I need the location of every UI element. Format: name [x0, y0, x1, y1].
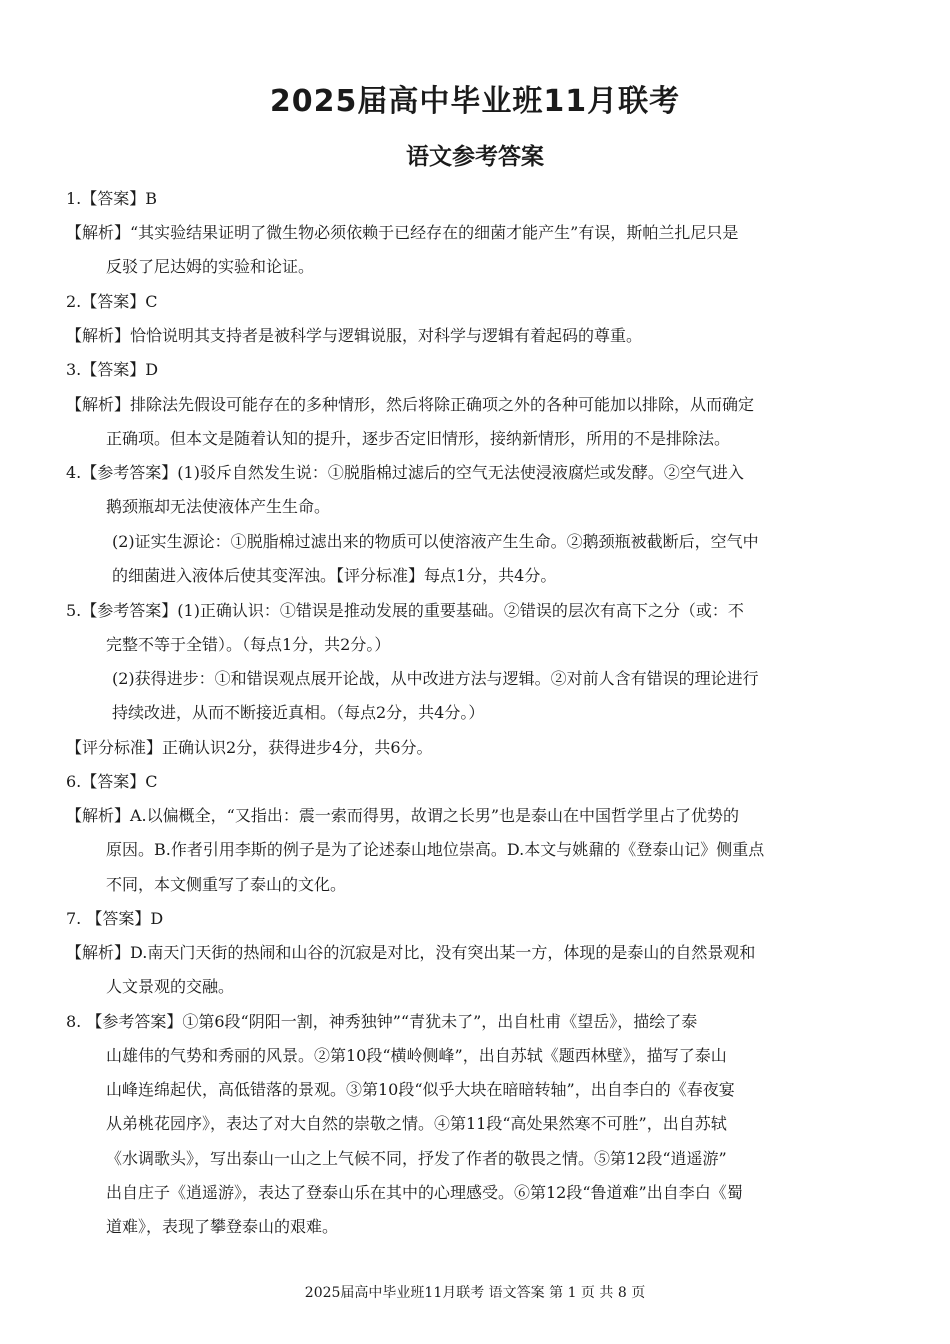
q5-reference-answer-cont: 完整不等于全错）。（每点1分，共2分。）	[106, 635, 391, 654]
q5-reference-answer: 5.【参考答案】(1)正确认识：①错误是推动发展的重要基础。②错误的层次有高下之分（或：不	[66, 601, 744, 620]
q8-reference-answer-cont-3: 从弟桃花园序》，表达了对大自然的崇敬之情。④第11段“高处果然寒不可胜”，出自苏轼	[106, 1114, 727, 1133]
q3-answer: 3.【答案】D	[66, 360, 159, 379]
q8-reference-answer-cont: 山雄伟的气势和秀丽的风景。②第10段“横岭侧峰”，出自苏轼《题西林壁》，描写了泰山	[106, 1046, 727, 1065]
q7-analysis-cont: 人文景观的交融。	[106, 977, 235, 996]
q6-analysis-cont: 原因。B.作者引用李斯的例子是为了论述泰山地位崇高。D.本文与姚鼐的《登泰山记》侧重点	[106, 840, 765, 859]
q1-analysis-cont: 反驳了尼达姆的实验和论证。	[106, 257, 315, 276]
q6-analysis-cont-2: 不同，本文侧重写了泰山的文化。	[106, 875, 347, 894]
q3-analysis-cont: 正确项。但本文是随着认知的提升，逐步否定旧情形，接纳新情形，所用的不是排除法。	[106, 429, 731, 448]
q8-reference-answer-cont-6: 道难》，表现了攀登泰山的艰难。	[106, 1217, 339, 1236]
page-subtitle: 语文参考答案	[406, 144, 544, 170]
q6-analysis: 【解析】A.以偏概全，“又指出：震一索而得男，故谓之长男”也是泰山在中国哲学里占了优势的	[66, 806, 740, 825]
q2-analysis: 【解析】恰恰说明其支持者是被科学与逻辑说服，对科学与逻辑有着起码的尊重。	[66, 326, 643, 345]
q4-reference-answer-cont: 鹅颈瓶却无法使液体产生生命。	[106, 497, 331, 516]
q8-reference-answer-cont-5: 出自庄子《逍遥游》，表达了登泰山乐在其中的心理感受。⑥第12段“鲁道难”出自李白《蜀	[106, 1183, 743, 1202]
q5-part2-cont: 持续改进，从而不断接近真相。（每点2分，共4分。）	[112, 703, 485, 722]
q8-reference-answer-cont-4: 《水调歌头》，写出泰山一山之上气候不同，抒发了作者的敬畏之情。⑤第12段“逍遥游”	[106, 1149, 727, 1168]
page-footer: 2025届高中毕业班11月联考 语文答案 第 1 页 共 8 页	[304, 1285, 646, 1301]
page-title: 2025届高中毕业班11月联考	[269, 84, 681, 119]
q7-analysis: 【解析】D.南天门天街的热闹和山谷的沉寂是对比，没有突出某一方，体现的是泰山的自然景观和	[66, 943, 756, 962]
q4-reference-answer: 4.【参考答案】(1)驳斥自然发生说：①脱脂棉过滤后的空气无法使浸液腐烂或发酵。②空气进入	[66, 463, 744, 482]
q6-answer: 6.【答案】C	[66, 772, 158, 791]
q5-part2: (2)获得进步：①和错误观点展开论战，从中改进方法与逻辑。②对前人含有错误的理论进行	[112, 669, 759, 688]
q8-reference-answer-cont-2: 山峰连绵起伏，高低错落的景观。③第10段“似乎大块在暗暗转轴”，出自李白的《春夜宴	[106, 1080, 735, 1099]
q1-analysis: 【解析】“其实验结果证明了微生物必须依赖于已经存在的细菌才能产生”有误，斯帕兰扎尼只是	[66, 223, 739, 242]
q4-part2: (2)证实生源论：①脱脂棉过滤出来的物质可以使溶液产生生命。②鹅颈瓶被截断后，空气中	[112, 532, 759, 551]
q4-part2-cont: 的细菌进入液体后使其变浑浊。【评分标准】每点1分，共4分。	[112, 566, 557, 585]
q2-answer: 2.【答案】C	[66, 292, 158, 311]
q5-scoring-standard: 【评分标准】正确认识2分，获得进步4分，共6分。	[66, 738, 433, 757]
q8-reference-answer: 8. 【参考答案】①第6段“阴阳一割，神秀独钟”“青犹未了”，出自杜甫《望岳》，描绘了泰	[66, 1012, 698, 1031]
q3-analysis: 【解析】排除法先假设可能存在的多种情形，然后将除正确项之外的各种可能加以排除，从而确定	[66, 395, 755, 414]
q7-answer: 7. 【答案】D	[66, 909, 164, 928]
q1-answer: 1.【答案】B	[66, 189, 158, 208]
